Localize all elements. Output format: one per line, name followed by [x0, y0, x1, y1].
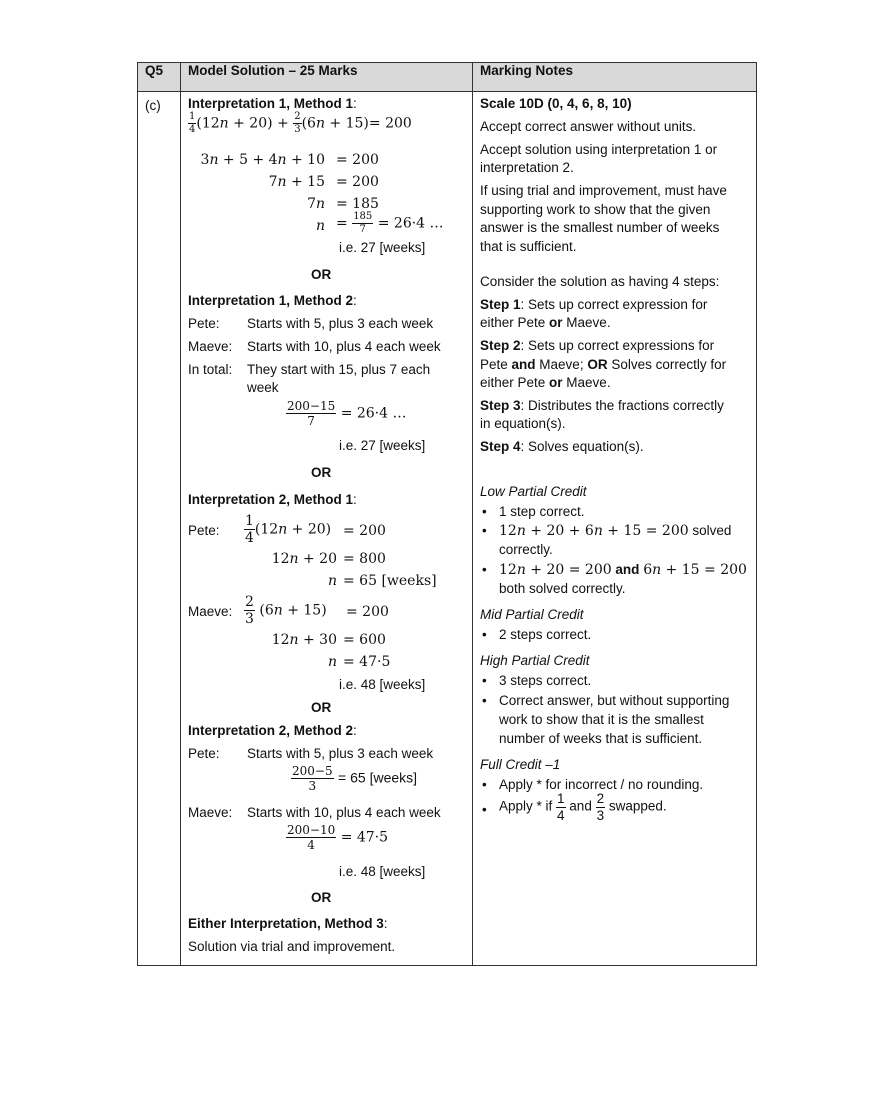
high-item-2b: work to show that it is the smallest [499, 712, 704, 727]
i2m2-pete-label: Pete: [188, 746, 220, 761]
low-item-1: 1 step correct. [499, 504, 585, 519]
i2m1-answer: i.e. 48 [weeks] [339, 677, 426, 692]
i2m1-maeve-label: Maeve: [188, 604, 233, 619]
i2m2-pete-text: Starts with 5, plus 3 each week [247, 746, 434, 761]
high-bullet-1: • [482, 673, 487, 688]
i2m2-maeve-fraction: $\frac{200-10}{4}$ = 47·5 [287, 823, 389, 852]
i1m1-rhs-2: = 200 [336, 174, 379, 190]
note-2b: interpretation 2. [480, 160, 574, 175]
note-3c: answer is the smallest number of weeks [480, 220, 720, 235]
i2m2-maeve-label: Maeve: [188, 805, 233, 820]
i2m1-rhs-2: = 65 [weeks] [343, 573, 437, 589]
i1m1-lhs-1: 3𝑛 + 5 + 4𝑛 + 10 [200, 152, 325, 168]
i1m2-maeve-label: Maeve: [188, 339, 233, 354]
full-item-2: Apply * if $\frac{1}{4}$ and $\frac{2}{3}$ swapped. [499, 791, 667, 823]
low-credit-title: Low Partial Credit [480, 484, 587, 499]
part-row [138, 92, 757, 966]
i1m1-equation-0: $\frac{1}{4}$ (12𝑛 + 20) + $\frac{2}{3}$ (6𝑛 + 15)= 200 [189, 111, 412, 135]
m3-text: Solution via trial and improvement. [188, 939, 396, 954]
step-4-line-1: Step 4: Solves equation(s). [480, 439, 644, 454]
i1m2-total-label: In total: [188, 362, 233, 377]
i2m1-maeve-expr: $\frac{2}{3}$ (6𝑛 + 15) [245, 594, 327, 627]
steps-intro: Consider the solution as having 4 steps: [480, 274, 720, 289]
i2m1-lhs-5: 𝑛 [327, 654, 337, 670]
part-cell [138, 92, 181, 966]
step-2-line-1: Step 2: Sets up correct expressions for [480, 338, 715, 353]
i1m1-lhs-4: 𝑛 [315, 218, 325, 234]
part-label: (c) [145, 98, 161, 113]
low-bullet-1: • [482, 504, 487, 519]
i2m2-maeve-text: Starts with 10, plus 4 each week [247, 805, 441, 820]
i1m2-total-text-1: They start with 15, plus 7 each [247, 362, 431, 377]
m3-title: Either Interpretation, Method 3: [188, 916, 388, 931]
i2m2-pete-fraction: $\frac{200-5}{3}$ = 65 [weeks] [292, 764, 418, 793]
i1m2-title: Interpretation 1, Method 2: [188, 293, 357, 308]
i1m1-title: Interpretation 1, Method 1: [188, 96, 357, 111]
header-row [138, 63, 757, 92]
note-1: Accept correct answer without units. [480, 119, 697, 134]
low-item-3a: 12𝑛 + 20 = 200 and 6𝑛 + 15 = 200 [499, 562, 747, 578]
notes-cell [473, 92, 757, 966]
i1m2-total-text-2: week [247, 380, 279, 395]
high-item-2a: Correct answer, but without supporting [499, 693, 730, 708]
i1m2-fraction-eq: $\frac{200-15}{7}$ = 26·4 … [287, 399, 407, 428]
i1m1-lhs-2: 7𝑛 + 15 [268, 174, 325, 190]
i1m2-pete-text: Starts with 5, plus 3 each week [247, 316, 434, 331]
mid-credit-title: Mid Partial Credit [480, 607, 584, 622]
i2m1-rhs-0: = 200 [343, 523, 386, 539]
i1m1-answer: i.e. 27 [weeks] [339, 240, 426, 255]
step-2-line-3: either Pete or Maeve. [480, 375, 611, 390]
full-bullet-1: • [482, 777, 487, 792]
i2m1-title: Interpretation 2, Method 1: [188, 492, 357, 507]
low-item-3b: both solved correctly. [499, 581, 626, 596]
or-1: OR [311, 267, 332, 282]
i1m2-maeve-text: Starts with 10, plus 4 each week [247, 339, 441, 354]
i2m1-lhs-2: 𝑛 [327, 573, 337, 589]
scale: Scale 10D (0, 4, 6, 8, 10) [480, 96, 632, 111]
low-item-2a: 12𝑛 + 20 + 6𝑛 + 15 = 200 solved [499, 523, 732, 539]
note-2a: Accept solution using interpretation 1 or [480, 142, 718, 157]
i1m1-rhs-3: = 185 [336, 196, 379, 212]
high-item-1: 3 steps correct. [499, 673, 592, 688]
full-credit-title: Full Credit –1 [480, 757, 561, 772]
i1m1-lhs-3: 7𝑛 [307, 196, 325, 212]
i2m1-rhs-3: = 200 [346, 604, 389, 620]
i2m1-lhs-4: 12𝑛 + 30 [271, 632, 337, 648]
i1m1-rhs-4: = $\frac{185}{7}$ = 26·4 … [336, 211, 444, 235]
note-3a: If using trial and improvement, must have [480, 183, 727, 198]
i1m1-rhs-1: = 200 [336, 152, 379, 168]
header-notes: Marking Notes [473, 63, 757, 92]
marking-scheme-table [137, 62, 757, 966]
step-2-line-2: Pete and Maeve; OR Solves correctly for [480, 357, 727, 372]
full-bullet-2: • [482, 802, 487, 817]
header-q: Q5 [138, 63, 181, 92]
i2m1-rhs-5: = 47·5 [343, 654, 391, 670]
i2m1-rhs-4: = 600 [343, 632, 386, 648]
note-3d: that is sufficient. [480, 239, 577, 254]
high-bullet-2: • [482, 693, 487, 708]
solution-cell [181, 92, 473, 966]
low-bullet-2: • [482, 523, 487, 538]
or-3: OR [311, 700, 332, 715]
or-4: OR [311, 890, 332, 905]
i2m2-title: Interpretation 2, Method 2: [188, 723, 357, 738]
step-3-line-1: Step 3: Distributes the fractions correctly [480, 398, 724, 413]
i2m1-rhs-1: = 800 [343, 551, 386, 567]
full-item-1: Apply * for incorrect / no rounding. [499, 777, 704, 792]
low-item-2b: correctly. [499, 542, 553, 557]
i2m2-answer: i.e. 48 [weeks] [339, 864, 426, 879]
i2m1-pete-label: Pete: [188, 523, 220, 538]
note-3b: supporting work to show that the given [480, 202, 711, 217]
header-solution: Model Solution – 25 Marks [181, 63, 473, 92]
step-1-line-2: either Pete or Maeve. [480, 315, 611, 330]
low-bullet-3: • [482, 562, 487, 577]
step-1-line-1: Step 1: Sets up correct expression for [480, 297, 708, 312]
high-item-2c: number of weeks that is sufficient. [499, 731, 703, 746]
mid-bullet-1: • [482, 627, 487, 642]
step-3-line-2: in equation(s). [480, 416, 566, 431]
i1m2-answer: i.e. 27 [weeks] [339, 438, 426, 453]
or-2: OR [311, 465, 332, 480]
high-credit-title: High Partial Credit [480, 653, 590, 668]
i2m1-pete-expr: $\frac{1}{4}$ (12𝑛 + 20) [245, 513, 332, 546]
i1m2-pete-label: Pete: [188, 316, 220, 331]
i2m1-lhs-1: 12𝑛 + 20 [271, 551, 337, 567]
mid-item-1: 2 steps correct. [499, 627, 592, 642]
